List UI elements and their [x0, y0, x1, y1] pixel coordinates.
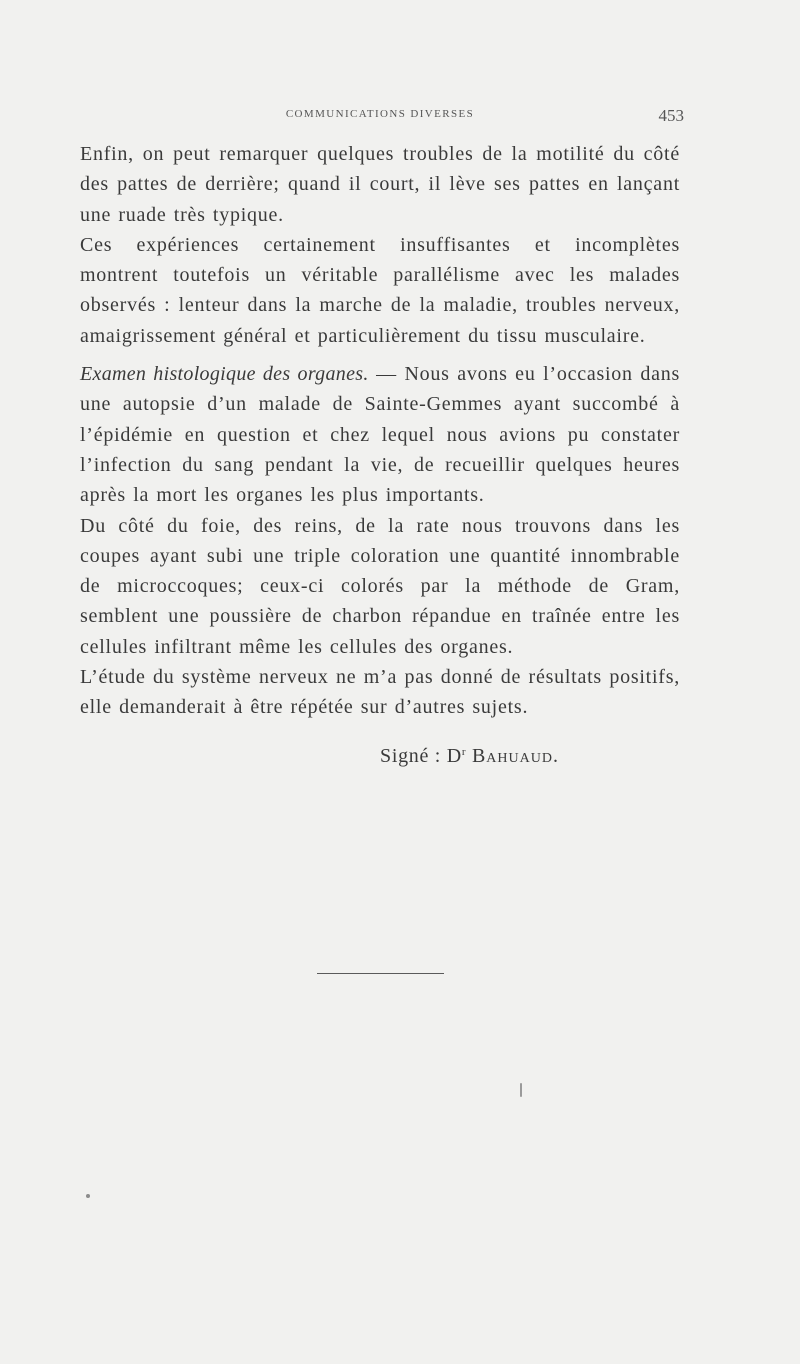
closing-rule: [317, 973, 444, 974]
body-text: [80, 139, 680, 723]
paragraph-motility: Enfin, on peut remarquer quelques troubles de la motilité du côté des pattes de derrière; quand il court, il lève ses pattes en lançant une ruade très typique.: [80, 143, 680, 226]
signature-title-sup: r: [461, 746, 467, 758]
paragraph-nervous-system: L’étude du système nerveux ne m’a pas donné de résultats positifs, elle demanderait à être répétée sur d’autres sujets.: [80, 666, 680, 719]
page-header: [80, 106, 684, 128]
signature-title: [447, 745, 467, 767]
paragraph-experiences: Ces expériences certainement insuffisantes et incomplètes montrent toutefois un véritable parallélisme avec les malades observés : lenteur dans la marche de la maladie, troubles nerveux, amaigrissement général et particulièrement du tissu musculaire.: [80, 233, 680, 347]
paper-speck: [86, 1194, 90, 1198]
section-heading: Examen histologique des organes.: [80, 363, 369, 386]
page-number: 453: [658, 106, 684, 125]
paragraph-histology: [80, 359, 680, 510]
paragraph-histology-text: — Nous avons eu l’occasion dans une autopsie d’un malade de Sainte-Gemmes ayant succombé à l’épidémie en question et chez lequel nous avions pu constater l’infection du sang pendant la vie, de recueillir quelques heures après la mort les organes les plus importants.: [80, 363, 680, 507]
paper-speck: [520, 1083, 522, 1097]
signature: [380, 745, 680, 768]
signature-title-letter: D: [446, 745, 462, 767]
paragraph-organs: Du côté du foie, des reins, de la rate nous trouvons dans les coupes ayant subi une triple coloration une quantité innombrable de microccoques; ceux-ci colorés par la méthode de Gram, semblent une poussière de charbon répandue en traînée entre les cellules infiltrant même les cellules des organes.: [80, 514, 680, 658]
signature-prefix: Signé :: [380, 745, 442, 767]
running-title: COMMUNICATIONS DIVERSES: [285, 108, 475, 120]
signature-name: Bahuaud.: [471, 745, 559, 767]
